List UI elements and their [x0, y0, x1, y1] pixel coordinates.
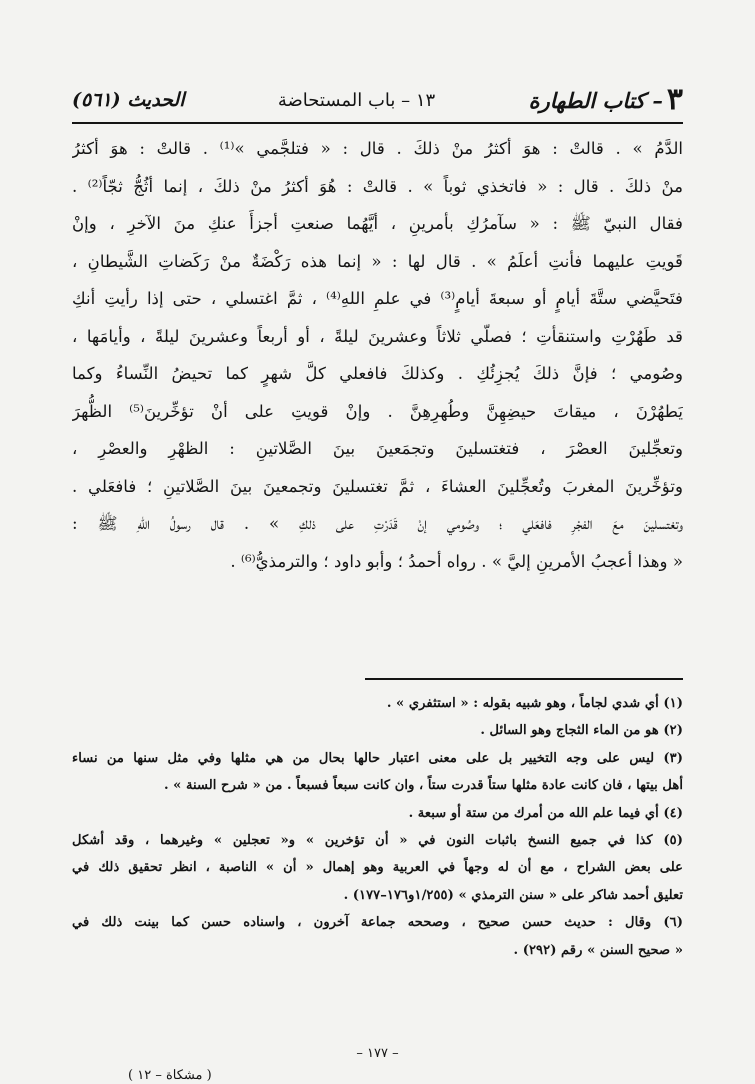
text-line: وتغتسلينَ معَ الفجْرِ فافعَلي ؛ وصُومي إنْ قَدَرْتِ على ذلكِ » . قال رسولُ اللهِ ﷺ :: [72, 514, 683, 533]
footnote-line: (٥) كذا في جميع النسخ باثبات النون في « أن تؤخرين » و« تعجلين » وغيرهما ، وقد أشكل: [72, 832, 683, 848]
footnotes: [72, 690, 683, 964]
text-line: قد طَهُرْتِ واستنقأتِ ؛ فصلّي ثلاثاً وعشرينَ ليلةً ، أو أربعاً وعشرينَ ليلةً ، وأيامَها ،: [72, 326, 683, 346]
chapter-title: ١٣ – باب المستحاضة: [277, 89, 436, 111]
footnote-line: (٢) هو من الماء الثجاج وهو السائل .: [480, 723, 683, 739]
running-header: [72, 80, 683, 120]
footnote-line: تعليق أحمد شاكر على « سنن الترمذي » (١/٢٥٥و١٧٦–١٧٧) .: [343, 887, 683, 903]
header-rule: [72, 122, 683, 124]
footnote-line: (٦) وقال : حديث حسن صحيح ، وصححه جماعة آخرون ، واسناده حسن كما بينت ذلك في: [72, 915, 683, 931]
book-title-group: [528, 82, 683, 117]
footnote-line: (١) أي شدي لجاماً ، وهو شبيه بقوله : « استثفري » .: [386, 696, 683, 711]
footnote-line: على بعض الشراح ، مع أن له وجهاً في العربية وهو إهمال « أن » الناصبة ، انظر تحقيق ذلك في: [72, 860, 683, 876]
page-number: – ١٧٧ –: [356, 1046, 399, 1061]
footnote-line: (٣) ليس على وجه التخيير بل على معنى اعتبار حالها بحال من هي مثلها وفي مثل سنها من نساء: [72, 750, 683, 766]
text-line: وتؤخِّرينَ المغربَ وتُعجِّلينَ العشاءَ ، ثمَّ تغتسلينَ وتجمعينَ بينَ الصَّلاتينِ ؛ فافعَلي .: [72, 476, 683, 496]
signature-mark: ( مشكاة – ١٢ ): [128, 1068, 212, 1083]
hadith-number: الحديث (٥٦١): [72, 89, 185, 111]
text-line: وتعجِّلينَ العصْرَ ، فتغتسلينَ وتجمَعينَ بينَ الصَّلاتينِ : الظهْرِ والعصْرِ ،: [72, 439, 683, 458]
text-line: « وهذا أعجبُ الأمرينِ إليَّ » . رواه أحمدُ ؛ وأبو داود ؛ والترمذيُّ⁽⁶⁾ .: [230, 551, 683, 571]
book-number: ٣: [666, 82, 683, 117]
text-line: الدَّمُ » . قالتْ : هوَ أكثرُ منْ ذلكَ . قال : « فتلجَّمي »⁽¹⁾ . قالتْ : هوَ أكثرُ: [72, 139, 683, 158]
book-title: – كتاب الطهارة: [528, 87, 663, 113]
footnote-separator: [365, 678, 683, 680]
text-line: وصُومي ؛ فإنَّ ذلكَ يُجزِئُكِ . وكذلكَ فافعلي كلَّ شهرٍ كما تحيضُ النِّساءُ وكما: [72, 364, 683, 383]
hadith-text: [72, 130, 683, 580]
text-line: منْ ذلكَ . قال : « فاتخذي ثوباً » . قالتْ : هُوَ أكثرُ منْ ذلكَ ، إنما أثُجُّ ثجّاً⁽²⁾ .: [72, 176, 683, 196]
text-line: قَويتِ عليهما فأنتِ أعلَمُ » . قال لها : « إنما هذه رَكْضَةٌ منْ رَكَضاتِ الشَّيطانِ ،: [72, 251, 683, 271]
footnote-line: (٤) أي فيما علم الله من أمرك من ستة أو سبعة .: [408, 805, 683, 821]
text-line: فتَحيَّضي ستَّةَ أيامٍ أو سبعةَ أيامٍ⁽³⁾ في علمِ اللهِ⁽⁴⁾ ، ثمَّ اغتسلي ، حتى إذا رأيتِ أنكِ: [72, 289, 683, 308]
footnote-line: أهل بيتها ، فان كانت عادة مثلها ستاً قدرت ستاً ، وان كانت سبعاً فسبعاً . من « شرح السنة » .: [163, 778, 683, 794]
footnote-line: « صحيح السنن » رقم (٢٩٢) .: [513, 942, 683, 958]
text-line: يَطهُرْنَ ، ميقاتَ حيضِهِنَّ وطُهرِهِنَّ . وإنْ قويتِ على أنْ تؤخِّرينَ⁽⁵⁾ الظُّهرَ: [72, 401, 683, 421]
text-line: فقال النبيّ ﷺ : « سآمرُكِ بأمرينِ ، أيَّهُما صنعتِ أجزأَ عنكِ منَ الآخرِ ، وإنْ: [72, 214, 683, 233]
